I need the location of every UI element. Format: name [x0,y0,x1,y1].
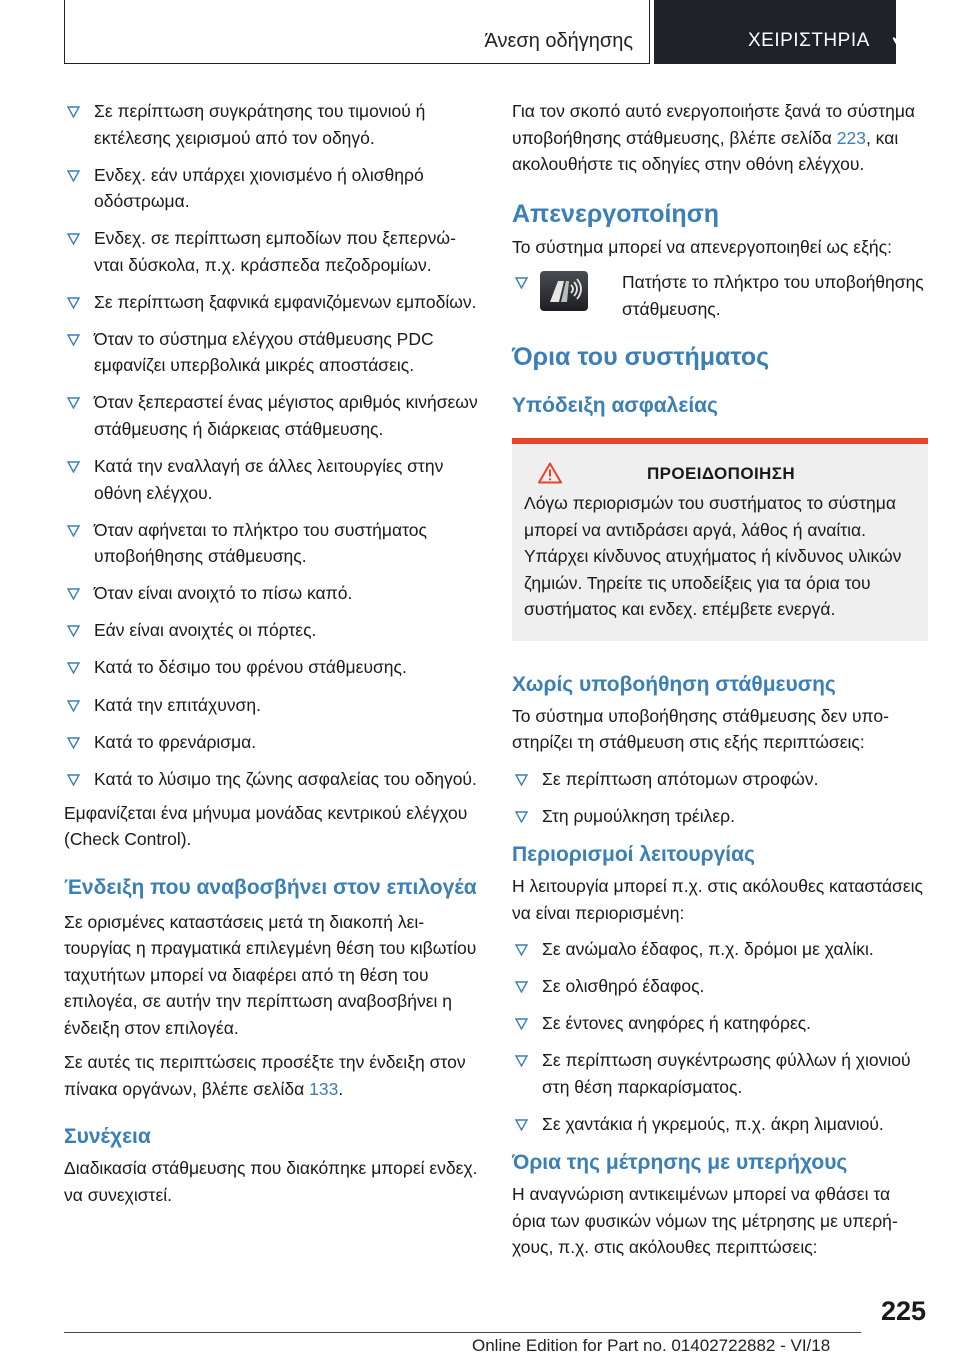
list-item [64,729,478,756]
triangle-bullet-icon [67,774,80,786]
triangle-bullet-icon [67,461,80,473]
list-item [64,654,478,681]
selector-paragraph-2 [64,1049,478,1102]
function-limits-heading: Περιορισμοί λειτουργίας [512,843,755,867]
page-number: 225 [880,1296,926,1326]
deactivation-item [512,269,928,322]
without-assistant-list [512,766,928,830]
selector-paragraph-2-text: Σε αυτές τις περιπτώσεις προσέξτε την ένδειξη στον πίνακα οργάνων, βλέπε σελίδα [64,1052,466,1099]
page-link-223[interactable]: 223 [836,127,866,148]
list-item-text: Σε περίπτωση ξαφνικά εμφανιζόμενων εμποδίων. [94,291,477,312]
check-control-paragraph: Εμφανίζεται ένα μήνυμα μονάδας κεντρικού ελέγχου (Check Control). [64,802,468,850]
triangle-bullet-icon [67,397,80,409]
list-item-text: Σε έντονες ανηφόρες ή κατηφόρες. [542,1013,812,1034]
list-item [64,389,478,442]
warning-triangle-icon [538,462,562,484]
deactivation-item-text: Πατήστε το πλήκτρο του υποβοήθησης στάθμευσης. [622,272,924,319]
intro-paragraph-text: Για τον σκοπό αυτό ενεργοποιήστε ξανά το σύστημα υποβοήθησης στάθμευσης, βλέπε σελίδα [512,101,916,148]
list-item [512,1047,928,1100]
continue-paragraph: Διαδικασία στάθμευσης που διακόπηκε μπορεί ενδεχ. να συνεχιστεί. [64,1158,478,1205]
footer-edition: Online Edition for Part no. 01402722882 - VI/18 [472,1336,831,1355]
without-assistant-heading: Χωρίς υποβοήθηση στάθμευσης [512,672,836,696]
triangle-bullet-icon [67,170,80,182]
triangle-bullet-icon [515,944,528,956]
list-item [64,617,478,644]
list-item [64,326,478,379]
list-item [512,1010,928,1037]
header-chapter-title: ΧΕΙΡΙΣΤΗΡΙΑ [748,30,870,51]
triangle-bullet-icon [515,1018,528,1030]
list-item [512,766,928,793]
hand-pointer-icon [891,24,917,52]
triangle-bullet-icon [67,625,80,637]
triangle-bullet-icon [67,525,80,537]
list-item-text: Κατά το δέσιμο του φρένου στάθμευσης. [94,657,407,678]
triangle-bullet-icon [67,334,80,346]
system-limits-heading: Όρια του συστήματος [512,343,770,371]
list-item-text: Σε περίπτωση συγκράτησης του τιμονιού ή εκτέλεσης χειρισμού από τον οδηγό. [94,101,426,148]
list-item [64,692,478,719]
triangle-bullet-icon [67,700,80,712]
triangle-bullet-icon [515,811,528,823]
warning-header [524,462,918,486]
safety-note-heading: Υπόδειξη ασφαλείας [512,394,718,417]
list-item [64,225,478,278]
list-item-text: Σε ολισθηρό έδαφος. [542,976,705,997]
interruption-conditions-list [64,98,478,792]
list-item-text: Όταν το σύστημα ελέγχου στάθμευσης PDC εμφανίζει υπερβολικά μικρές αποστάσεις. [94,328,434,376]
function-limits-paragraph: Η λειτουργία μπορεί π.χ. στις ακόλουθες καταστάσεις να είναι περιορισμένη: [512,876,923,923]
selector-paragraph-2-end: . [338,1078,344,1099]
left-column [64,98,478,1208]
ultrasonic-paragraph: Η αναγνώριση αντικειμένων μπορεί να φθάσει τα όρια των φυσικών νόμων της μέτρησης με υπερήχους, π.χ. στις ακόλουθες περιπτώσεις: [512,1184,898,1258]
page-link-133[interactable]: 133 [309,1078,339,1099]
right-column [512,98,928,1261]
triangle-bullet-icon [515,1055,528,1067]
warning-text: Λόγω περιορισμών του συστήματος το σύστημα μπορεί να αντιδράσει αργά, λάθος ή αναίτια. Υπάρχει κίνδυνος ατυχήματος ή κίνδυνος υλικών ζημιών. Τηρείτε τις υποδείξεις για τα όρια του συστήματος και ενδεχ. επέμβετε ενεργά. [524,493,902,619]
triangle-bullet-icon [515,277,528,289]
list-item-text: Σε χαντάκια ή γκρεμούς, π.χ. άκρη λιμανιού. [542,1113,884,1134]
triangle-bullet-icon [515,1119,528,1131]
triangle-bullet-icon [67,662,80,674]
list-item-text: Στη ρυμούλκηση τρέιλερ. [542,805,735,826]
list-item [64,766,478,793]
list-item-text: Εάν είναι ανοιχτές οι πόρτες. [94,620,317,641]
list-item-text: Κατά το λύσιμο της ζώνης ασφαλείας του οδηγού. [94,768,477,789]
list-item-text: Όταν ξεπεραστεί ένας μέγιστος αριθμός κινήσεων στάθμευσης ή διάρκειας στάθμευσης. [94,392,478,439]
list-item [512,1111,928,1138]
header-section-title: Άνεση οδήγησης [484,30,633,52]
list-item-text: Σε περίπτωση συγκέντρωσης φύλλων ή χιονιού στη θέση παρκαρίσματος. [542,1050,911,1097]
list-item [64,580,478,607]
triangle-bullet-icon [67,737,80,749]
intro-paragraph-end: , και ακολουθήστε τις οδηγίες στην οθόνη ελέγχου. [512,127,899,174]
list-item [512,803,928,830]
list-item-text: Σε περίπτωση απότομων στροφών. [542,768,819,789]
triangle-bullet-icon [67,106,80,118]
triangle-bullet-icon [67,588,80,600]
footer-divider [64,1332,861,1333]
list-item [64,289,478,316]
list-item [64,162,478,215]
deactivation-paragraph: Το σύστημα μπορεί να απενεργοποιηθεί ως εξής: [512,236,892,257]
list-item-text: Ενδεχ. σε περίπτωση εμποδίων που ξεπερνώνται δύσκολα, π.χ. κράσπεδα πεζοδρομίων. [94,228,456,275]
without-assistant-paragraph: Το σύστημα υποβοήθησης στάθμευσης δεν υποστηρίζει τη στάθμευση στις εξής περιπτώσεις: [512,705,889,752]
intro-paragraph [512,98,928,178]
list-item-text: Όταν αφήνεται το πλήκτρο του συστήματος υποβοήθησης στάθμευσης. [94,519,427,567]
triangle-bullet-icon [515,981,528,993]
function-limits-list [512,936,928,1137]
list-item [512,936,928,963]
selector-heading: Ένδειξη που αναβοσβήνει στον επιλογέα [64,875,477,899]
ultrasonic-limits-heading: Όρια της μέτρησης με υπερήχους [512,1151,848,1175]
triangle-bullet-icon [515,774,528,786]
warning-title: ΠΡΟΕΙΔΟΠΟΙΗΣΗ [646,464,796,483]
list-item [512,973,928,1000]
parking-assistant-button-icon [540,271,588,311]
header-chapter-box [654,0,896,64]
list-item-text: Κατά το φρενάρισμα. [94,731,257,752]
list-item-text: Ενδεχ. εάν υπάρχει χιονισμένο ή ολισθηρό οδόστρωμα. [94,164,424,212]
header-section-box [64,0,650,64]
list-item-text: Κατά την επιτάχυνση. [94,694,261,715]
deactivation-heading: Απενεργοποίηση [512,199,720,228]
list-item [64,517,478,570]
list-item [64,98,478,151]
list-item [64,453,478,506]
triangle-bullet-icon [67,233,80,245]
continue-heading: Συνέχεια [64,1125,151,1149]
list-item-text: Όταν είναι ανοιχτό το πίσω καπό. [94,583,353,604]
selector-paragraph-1: Σε ορισμένες καταστάσεις μετά τη διακοπή λειτουργίας η πραγματικά επιλεγμένη θέση του κιβωτίου ταχυτήτων μπορεί να διαφέρει από τη θέση του επιλογέα, σε αυτήν την περίπτωση αναβοσβήνει η ένδειξη στον επιλογέα. [64,911,477,1038]
triangle-bullet-icon [67,297,80,309]
list-item-text: Σε ανώμαλο έδαφος, π.χ. δρόμοι με χαλίκι. [542,939,874,960]
warning-box [512,438,928,641]
list-item-text: Κατά την εναλλαγή σε άλλες λειτουργίες στην οθόνη ελέγχου. [94,456,444,503]
